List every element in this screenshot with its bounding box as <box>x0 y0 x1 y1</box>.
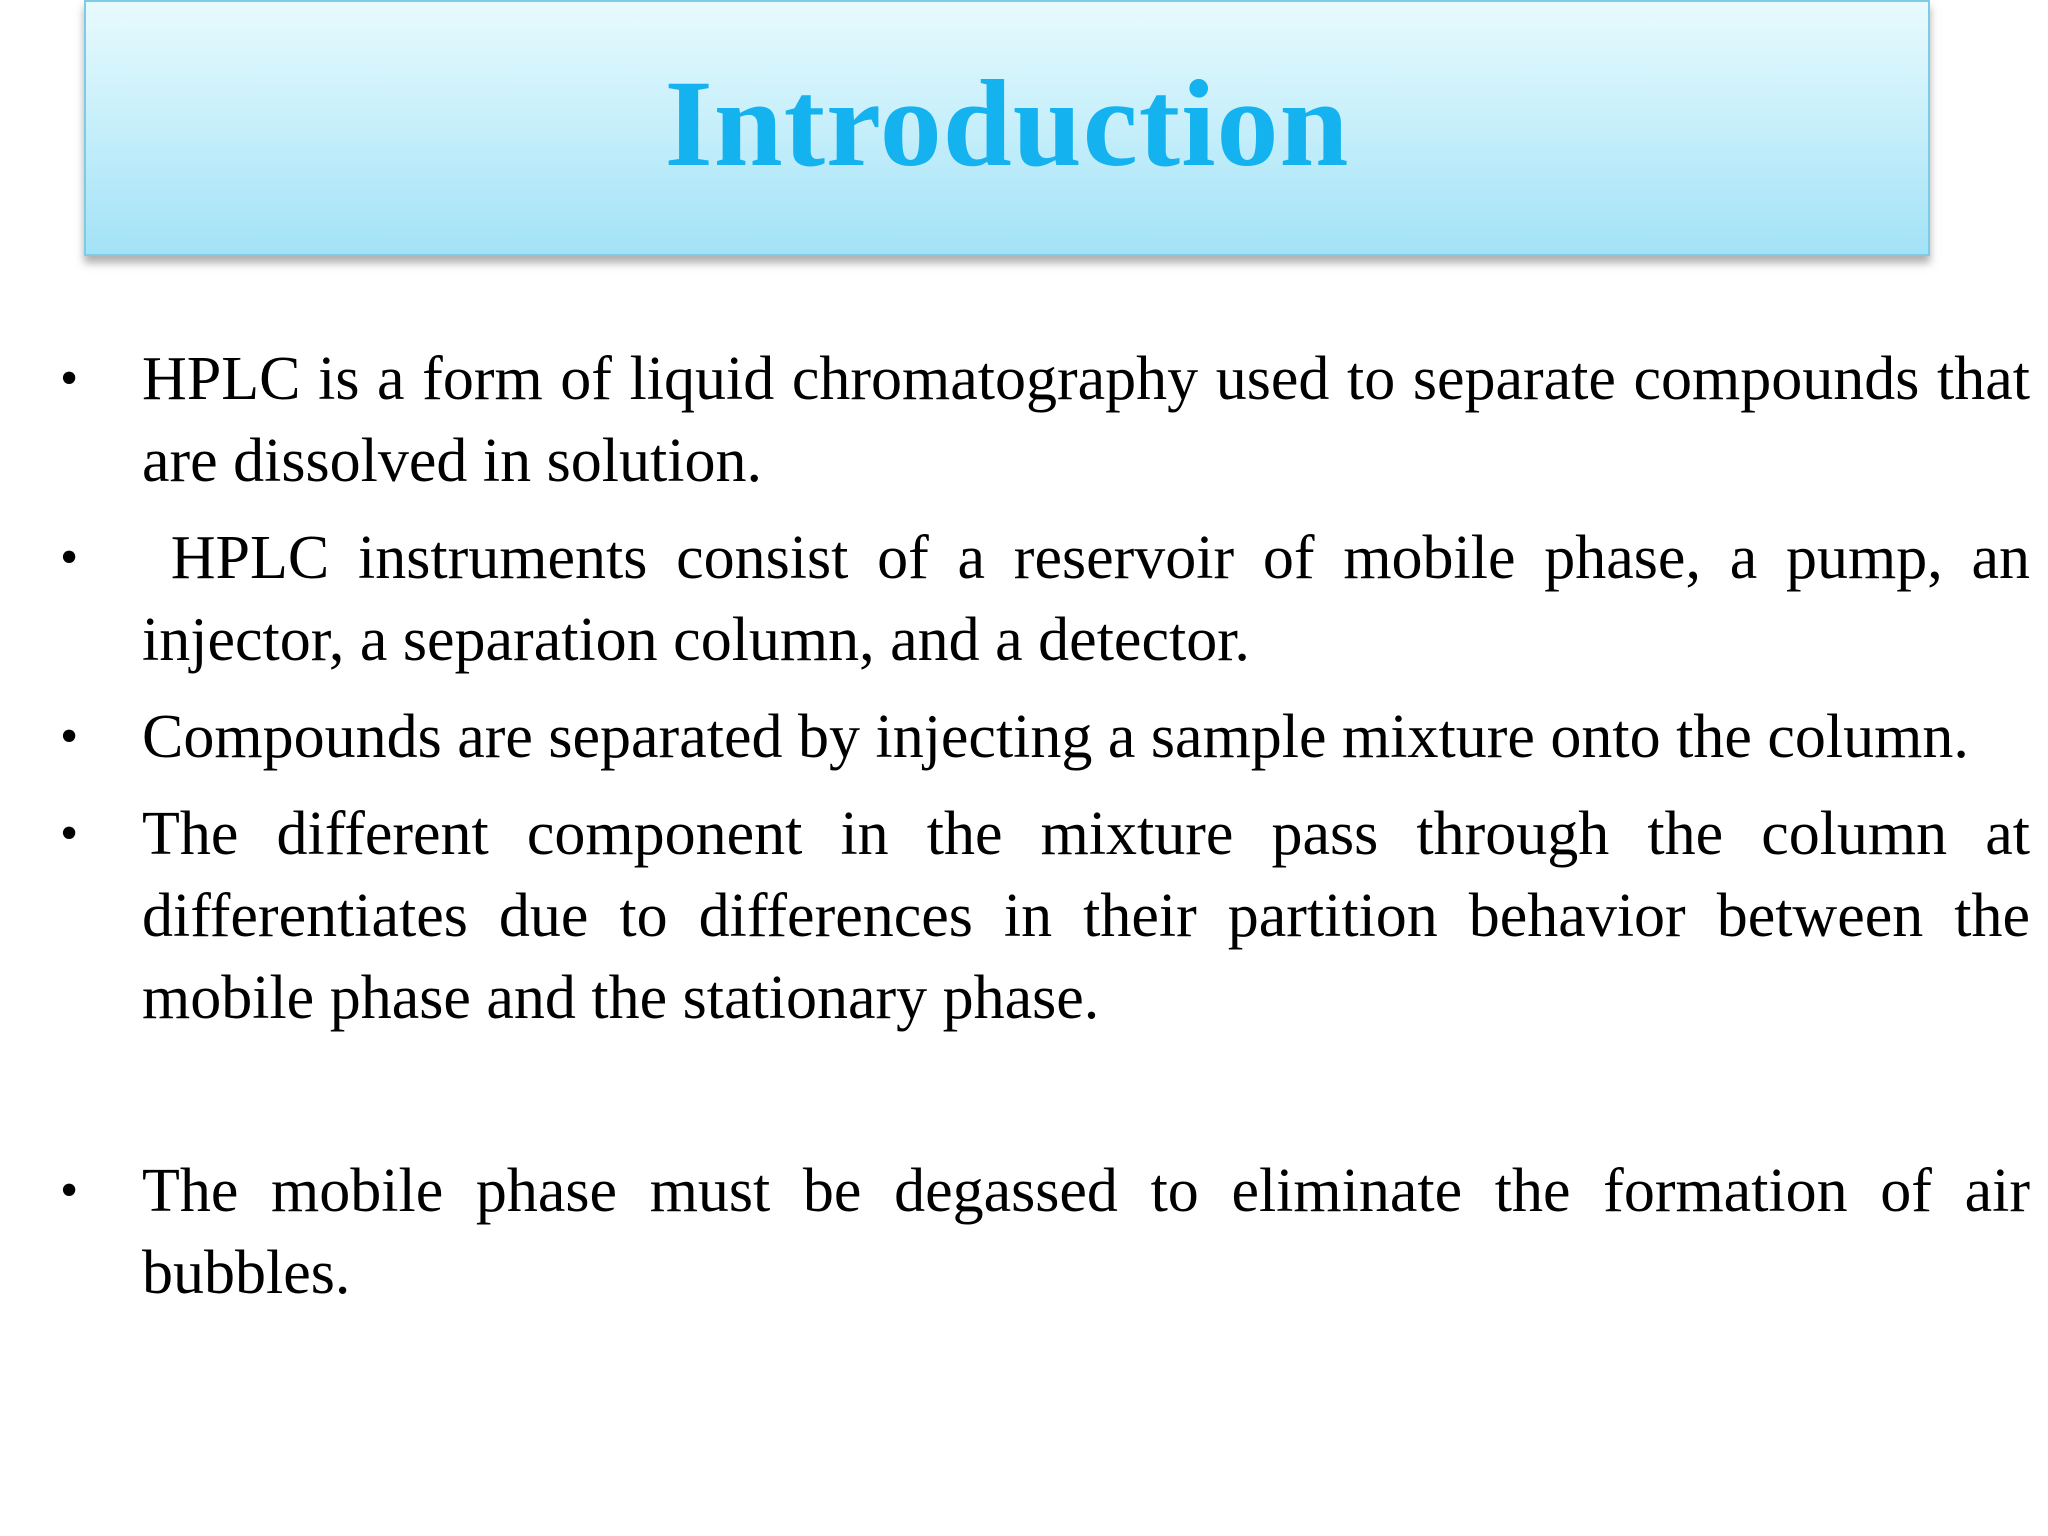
bullet-icon: • <box>60 1162 79 1219</box>
bullet-text: HPLC instruments consist of a reservoir of mobile phase, a pump, an injector, a separation column, and a detector. <box>142 524 2046 674</box>
slide-title: Introduction <box>664 55 1350 192</box>
bullet-text: The different component in the mixture pass through the column at differentiates due to differences in their partition behavior between the mobile phase and the stationary phase. <box>142 800 2030 1032</box>
bullet-icon: • <box>60 708 79 765</box>
bullet-icon: • <box>60 805 79 862</box>
bullet-item <box>54 793 2030 1039</box>
bullet-text: Compounds are separated by injecting a sample mixture onto the column. <box>142 703 1969 771</box>
bullet-icon: • <box>60 350 79 407</box>
title-banner <box>84 0 1930 256</box>
bullet-text: The mobile phase must be degassed to eliminate the formation of air bubbles. <box>142 1157 2030 1307</box>
bullet-text: HPLC is a form of liquid chromatography used to separate compounds that are dissolved in solution. <box>142 345 2030 495</box>
bullet-list <box>54 338 2046 1329</box>
bullet-icon: • <box>60 529 79 586</box>
bullet-item <box>54 338 2030 502</box>
bullet-item <box>54 517 2046 681</box>
bullet-item <box>54 696 2030 778</box>
bullet-item <box>54 1150 2030 1314</box>
